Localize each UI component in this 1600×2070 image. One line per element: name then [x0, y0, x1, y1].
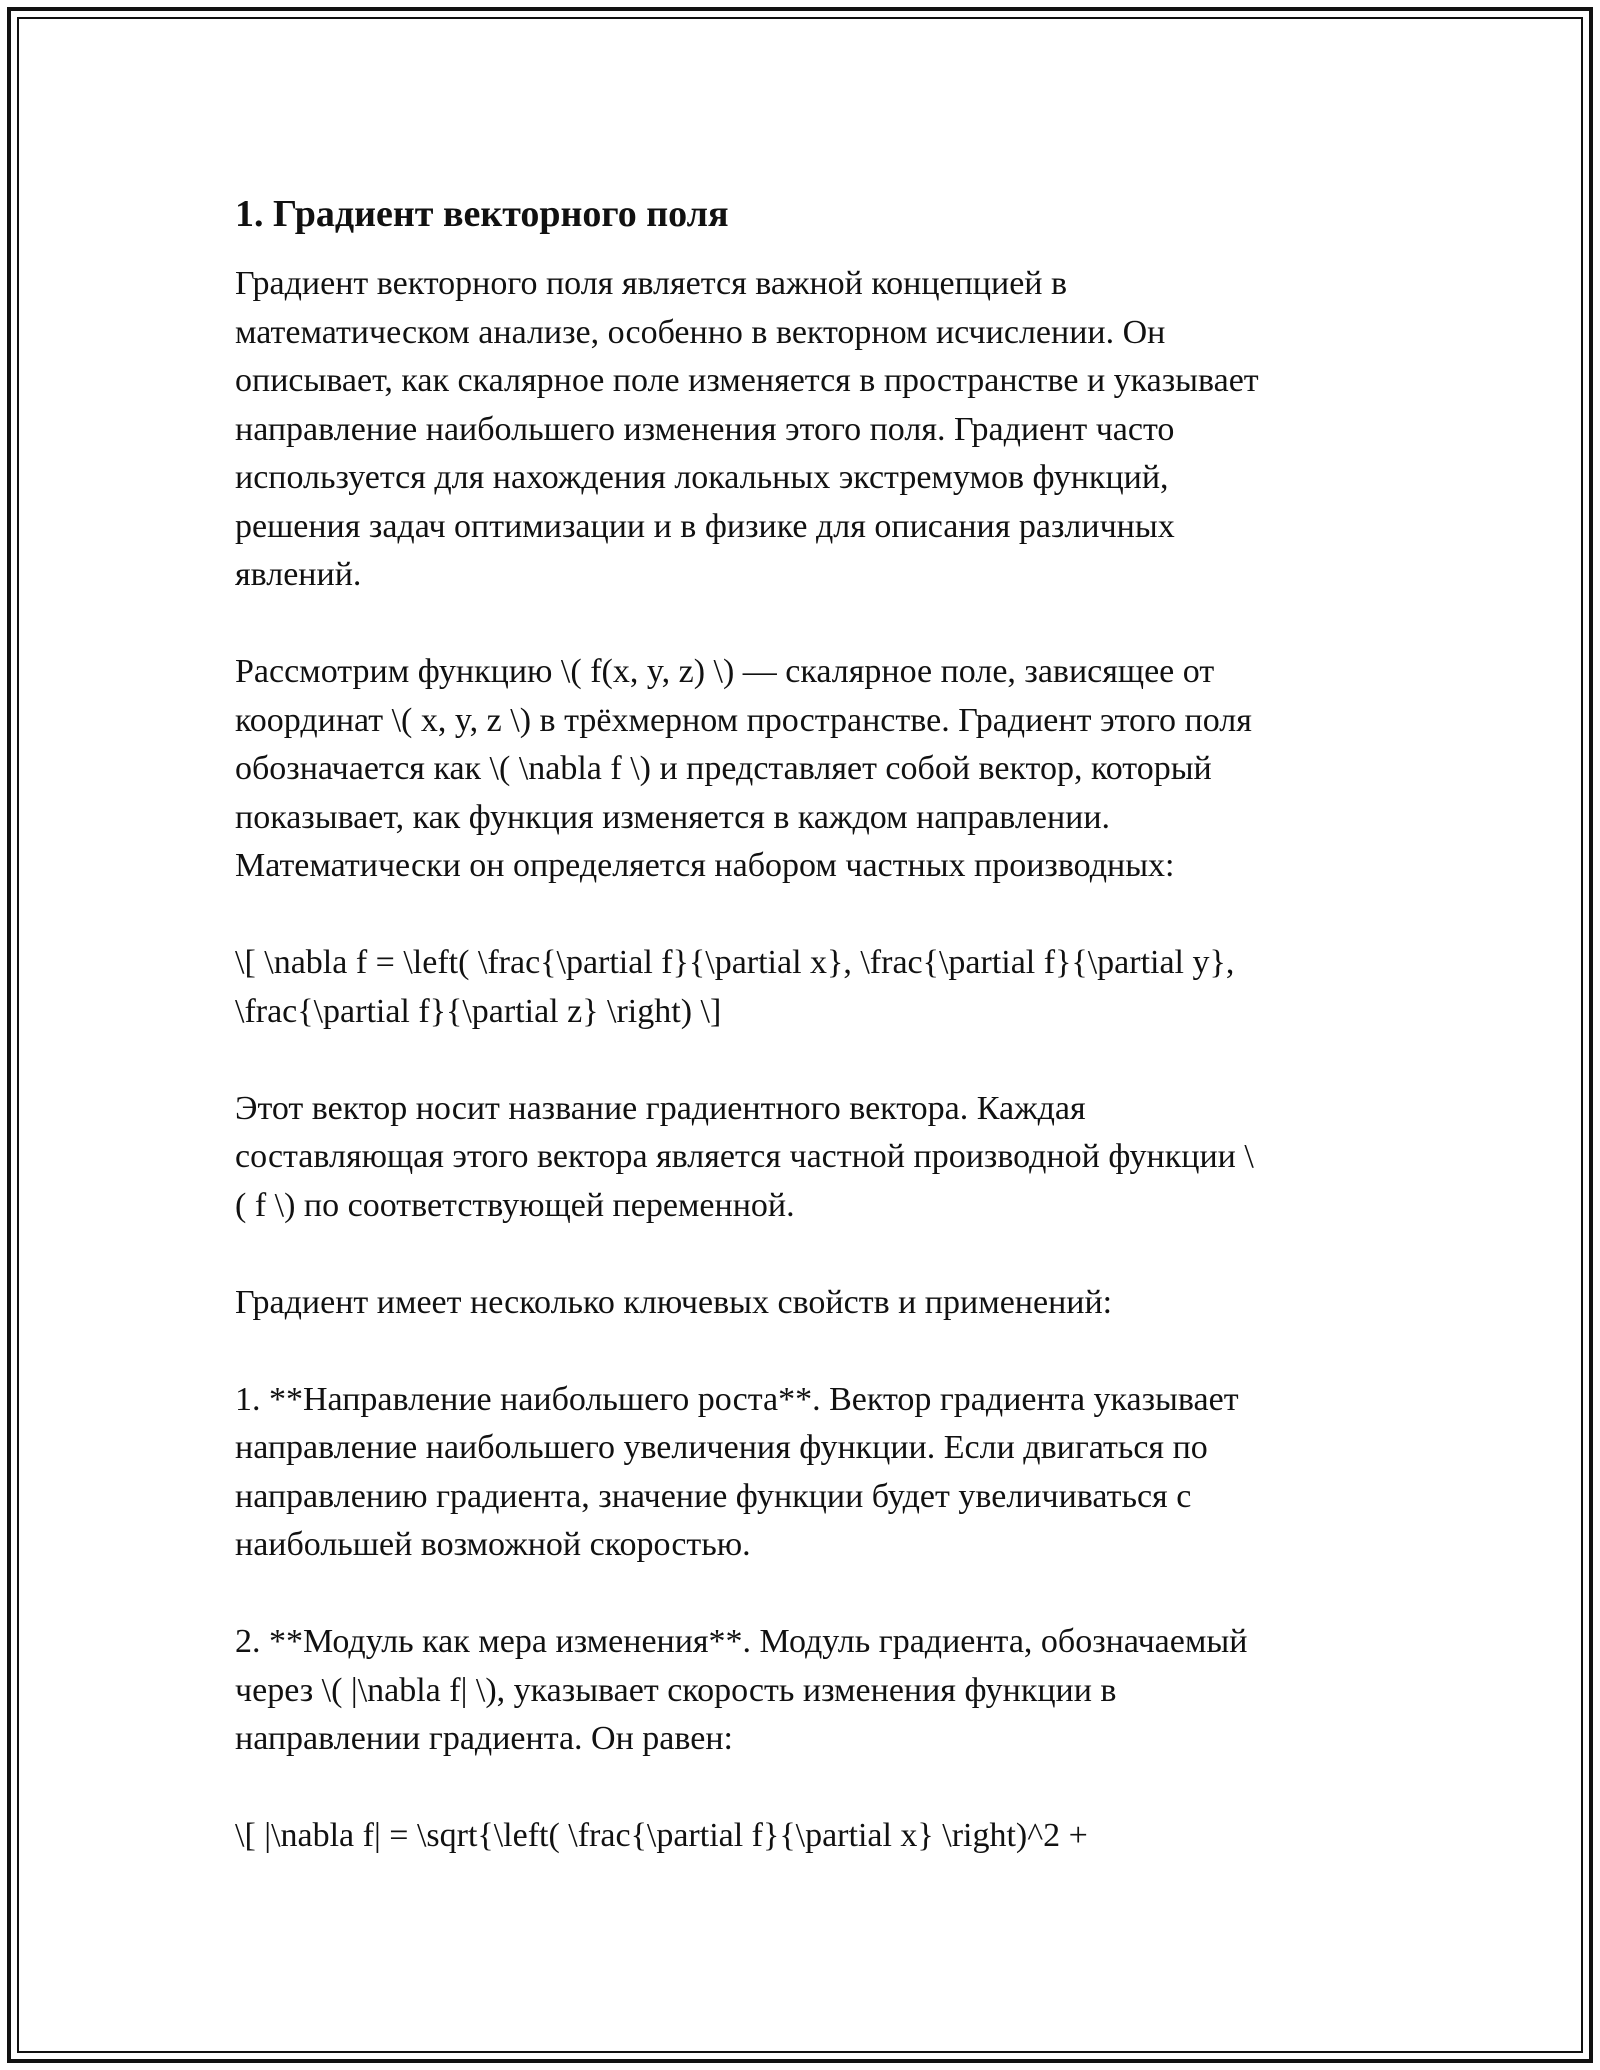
list-item-magnitude: 2. **Модуль как мера изменения**. Модуль градиента, обозначаемый через \( |\nabla f| \), указывает скорость изменения функции в направлении градиента. Он равен:	[235, 1623, 1248, 1757]
paragraph-properties-intro: Градиент имеет несколько ключевых свойств и применений:	[235, 1283, 1113, 1321]
section-heading: 1. Градиент векторного поля	[235, 193, 729, 235]
formula-gradient: \[ \nabla f = \left( \frac{\partial f}{\partial x}, \frac{\partial f}{\partial y}, \frac{\partial f}{\partial z} \right) \]	[235, 944, 1235, 1030]
paragraph-gradient-vector: Этот вектор носит название градиентного вектора. Каждая составляющая этого вектора является частной производной функции \ ( f \) по соответствующей переменной.	[235, 1089, 1254, 1224]
document-body	[235, 188, 1365, 1861]
paragraph-function-definition: Рассмотрим функцию \( f(x, y, z) \) — скалярное поле, зависящее от координат \( x, y, z \) в трёхмерном пространстве. Градиент этого поля обозначается как \( \nabla f \) и представляет собой вектор, который показывает, как функция изменяется в каждом направлении. Математически он определяется набором частных производных:	[235, 653, 1252, 884]
formula-magnitude: \[ |\nabla f| = \sqrt{\left( \frac{\partial f}{\partial x} \right)^2 +	[235, 1817, 1088, 1854]
paragraph-intro: Градиент векторного поля является важной концепцией в математическом анализе, особенно в векторном исчислении. Он описывает, как скалярное поле изменяется в пространстве и указывает направление наибольшего изменения этого поля. Градиент часто используется для нахождения локальных экстремумов функций, решения задач оптимизации и в физике для описания различных явлений.	[235, 265, 1259, 593]
list-item-direction: 1. **Направление наибольшего роста**. Вектор градиента указывает направление наибольшего увеличения функции. Если двигаться по направлению градиента, значение функции будет увеличиваться с наибольшей возможной скоростью.	[235, 1380, 1239, 1563]
